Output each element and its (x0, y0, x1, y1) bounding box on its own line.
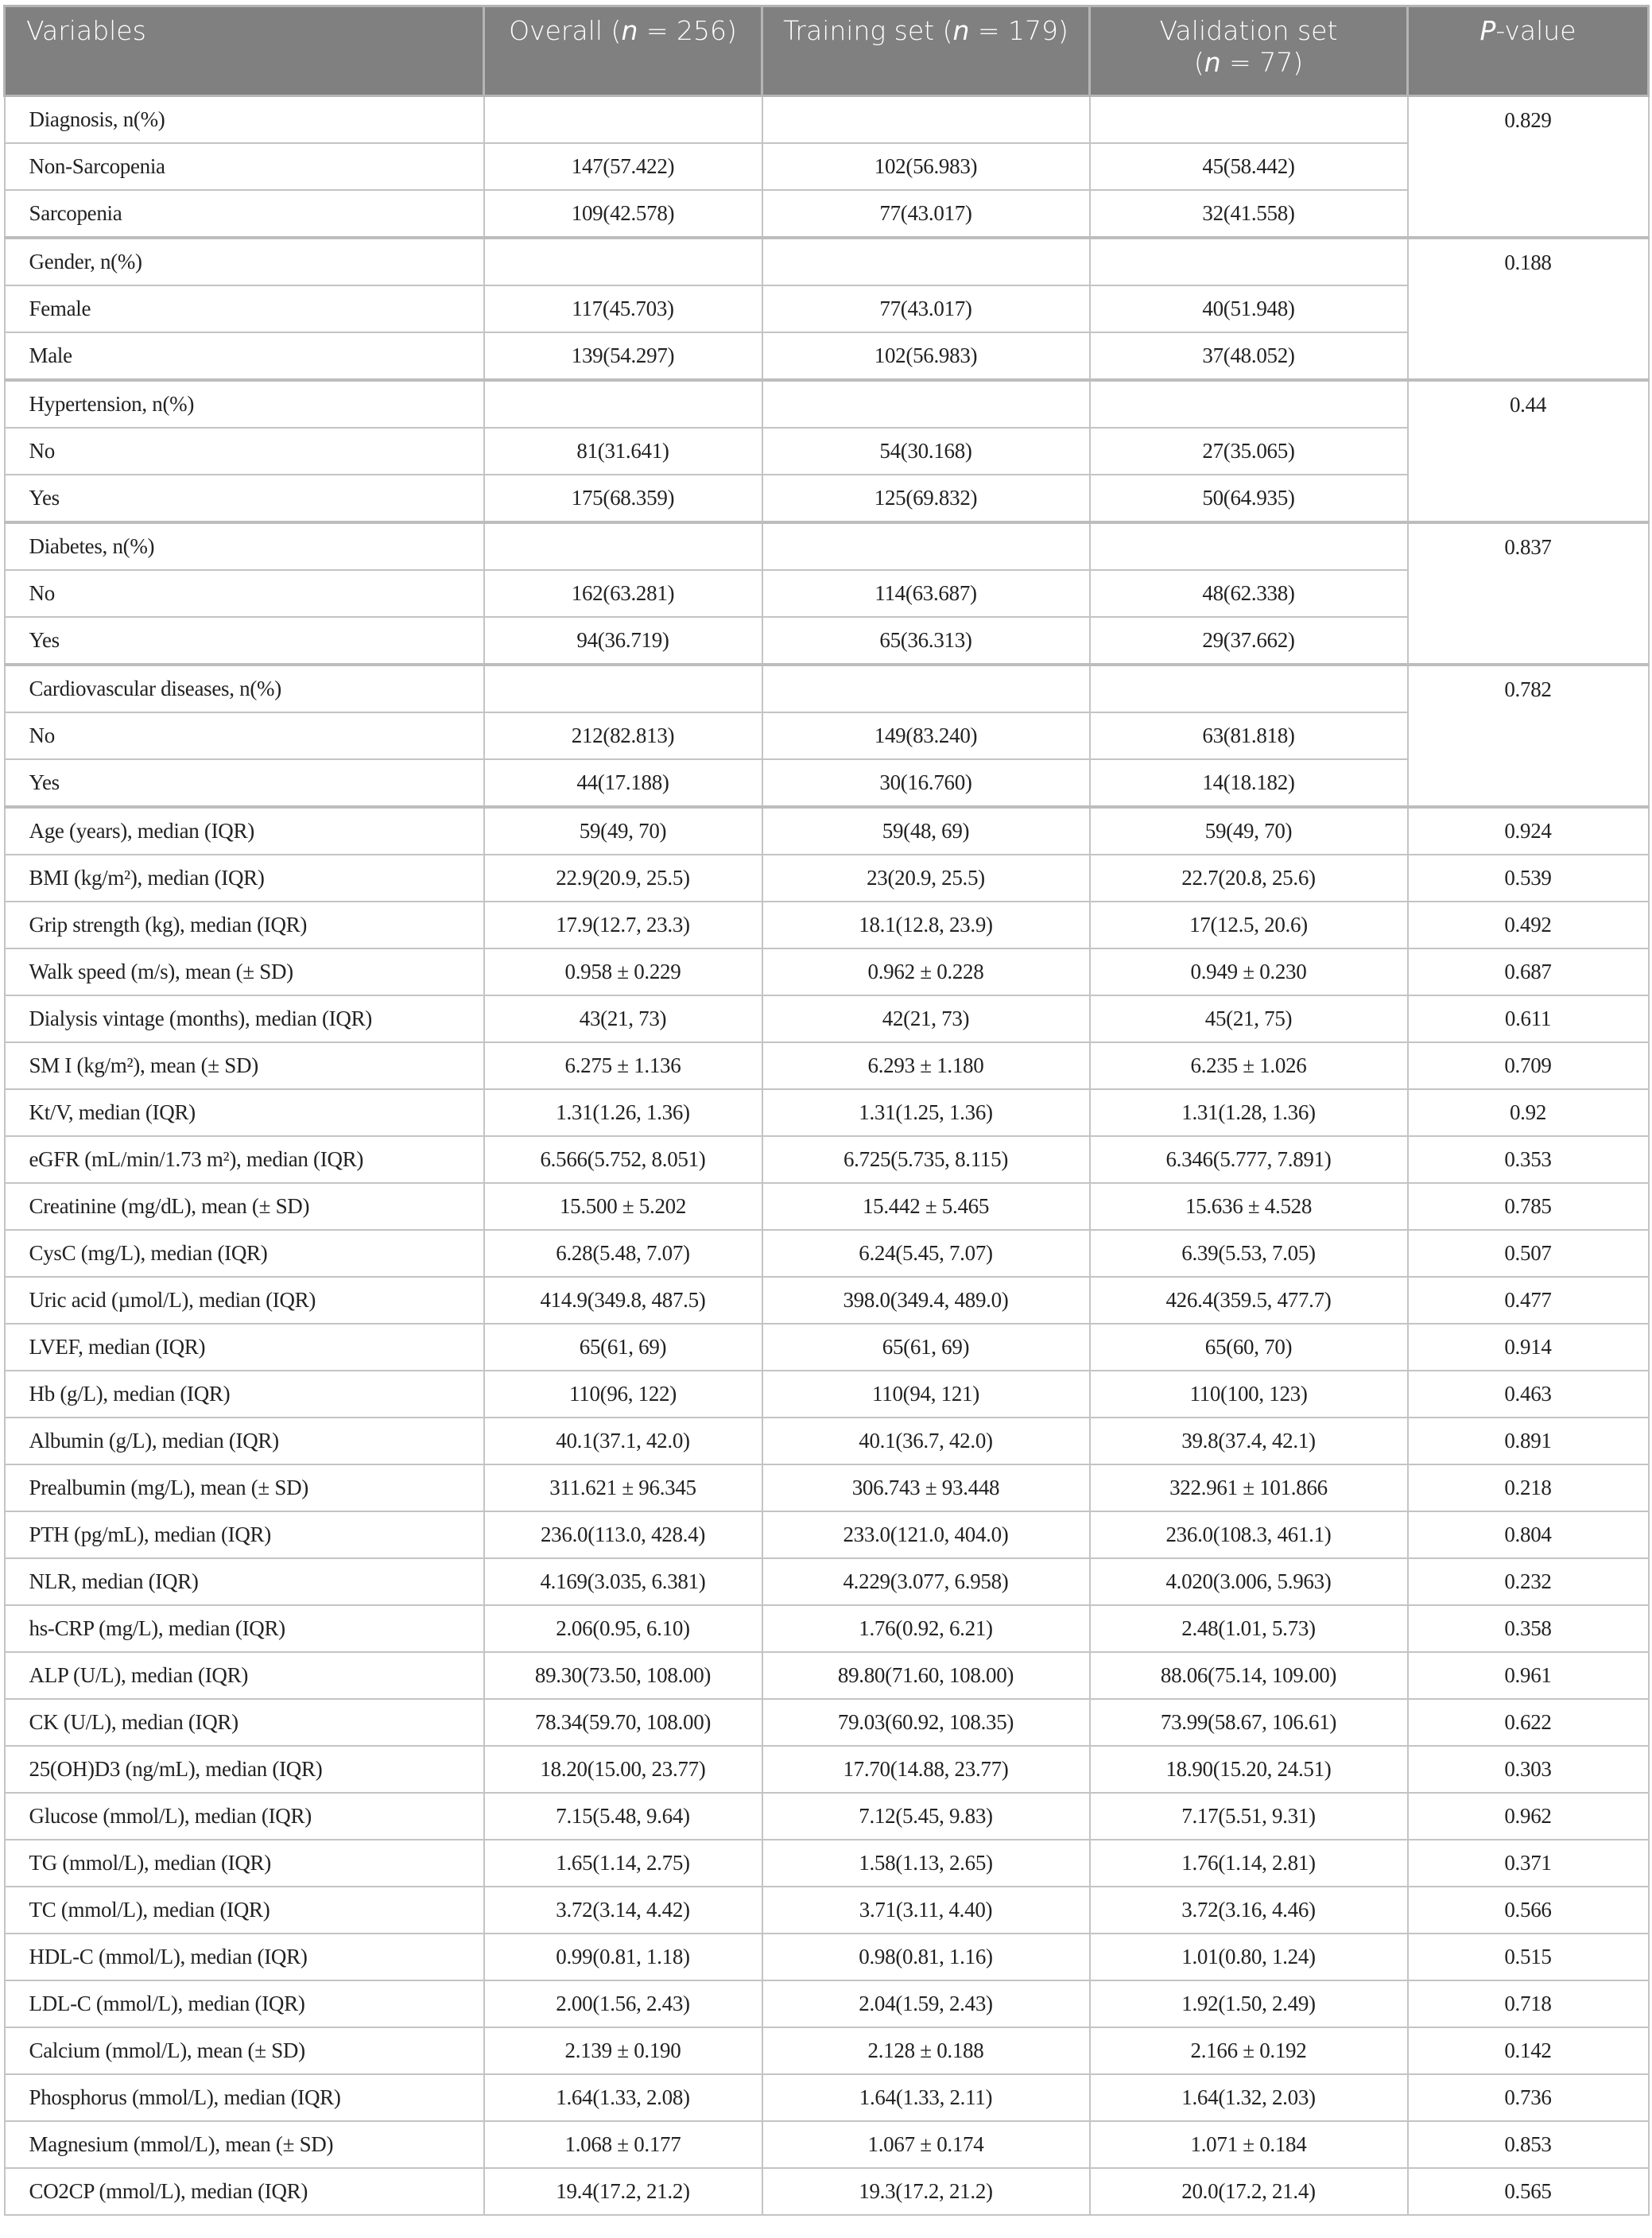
variable-cell: Female (5, 285, 484, 332)
validation-cell: 63(81.818) (1090, 712, 1408, 759)
variable-cell: Cardiovascular diseases, n(%) (5, 665, 484, 712)
header-p-italic: P (1479, 15, 1496, 46)
variable-cell: No (5, 712, 484, 759)
p-value-cell: 0.687 (1408, 948, 1649, 995)
variable-cell: Creatinine (mg/dL), mean (± SD) (5, 1183, 484, 1230)
table-row (5, 238, 1649, 285)
training-cell: 6.725(5.735, 8.115) (762, 1136, 1090, 1183)
training-cell: 1.64(1.33, 2.11) (762, 2074, 1090, 2121)
p-value-cell: 0.539 (1408, 855, 1649, 902)
training-cell (762, 665, 1090, 712)
validation-cell: 37(48.052) (1090, 332, 1408, 380)
validation-cell: 6.346(5.777, 7.891) (1090, 1136, 1408, 1183)
variable-cell: Non-Sarcopenia (5, 143, 484, 190)
training-cell: 0.98(0.81, 1.16) (762, 1934, 1090, 1980)
variable-cell: TC (mmol/L), median (IQR) (5, 1887, 484, 1934)
validation-cell: 88.06(75.14, 109.00) (1090, 1652, 1408, 1699)
table-row (5, 1699, 1649, 1746)
validation-cell: 59(49, 70) (1090, 807, 1408, 855)
overall-cell: 175(68.359) (484, 475, 762, 522)
variable-cell: PTH (pg/mL), median (IQR) (5, 1511, 484, 1558)
training-cell: 125(69.832) (762, 475, 1090, 522)
table-row (5, 712, 1649, 759)
variable-cell: NLR, median (IQR) (5, 1558, 484, 1605)
training-cell: 15.442 ± 5.465 (762, 1183, 1090, 1230)
p-value-cell: 0.218 (1408, 1464, 1649, 1511)
header-variables-label: Variables (26, 15, 146, 46)
p-value-cell: 0.353 (1408, 1136, 1649, 1183)
header-variables (5, 6, 484, 96)
validation-cell: 17(12.5, 20.6) (1090, 902, 1408, 948)
header-validation-label: Validation set (1159, 15, 1338, 46)
training-cell: 4.229(3.077, 6.958) (762, 1558, 1090, 1605)
validation-cell: 27(35.065) (1090, 428, 1408, 475)
baseline-characteristics-table (3, 5, 1650, 2216)
training-cell: 42(21, 73) (762, 995, 1090, 1042)
overall-cell: 89.30(73.50, 108.00) (484, 1652, 762, 1699)
p-value-cell: 0.142 (1408, 2027, 1649, 2074)
variable-cell: Yes (5, 617, 484, 665)
overall-cell: 162(63.281) (484, 570, 762, 617)
validation-cell: 110(100, 123) (1090, 1371, 1408, 1418)
training-cell: 40.1(36.7, 42.0) (762, 1418, 1090, 1464)
p-value-cell: 0.891 (1408, 1418, 1649, 1464)
table-row (5, 1746, 1649, 1793)
overall-cell: 44(17.188) (484, 759, 762, 807)
p-value-cell: 0.782 (1408, 665, 1649, 807)
p-value-cell: 0.736 (1408, 2074, 1649, 2121)
table-row (5, 995, 1649, 1042)
validation-cell: 1.92(1.50, 2.49) (1090, 1980, 1408, 2027)
p-value-cell: 0.837 (1408, 522, 1649, 665)
p-value-cell: 0.92 (1408, 1089, 1649, 1136)
table-row (5, 380, 1649, 428)
table-row (5, 1511, 1649, 1558)
validation-cell: 20.0(17.2, 21.4) (1090, 2168, 1408, 2215)
overall-cell (484, 96, 762, 144)
training-cell: 102(56.983) (762, 332, 1090, 380)
table-row (5, 759, 1649, 807)
overall-cell: 6.566(5.752, 8.051) (484, 1136, 762, 1183)
table-row (5, 1230, 1649, 1277)
overall-cell: 81(31.641) (484, 428, 762, 475)
table-row (5, 1277, 1649, 1324)
table-row (5, 1793, 1649, 1840)
p-value-cell: 0.477 (1408, 1277, 1649, 1324)
validation-cell: 6.39(5.53, 7.05) (1090, 1230, 1408, 1277)
variable-cell: ALP (U/L), median (IQR) (5, 1652, 484, 1699)
training-cell: 59(48, 69) (762, 807, 1090, 855)
validation-cell: 7.17(5.51, 9.31) (1090, 1793, 1408, 1840)
validation-cell: 1.76(1.14, 2.81) (1090, 1840, 1408, 1887)
variable-cell: Male (5, 332, 484, 380)
training-cell (762, 96, 1090, 144)
p-value-cell: 0.232 (1408, 1558, 1649, 1605)
overall-cell: 147(57.422) (484, 143, 762, 190)
overall-cell: 40.1(37.1, 42.0) (484, 1418, 762, 1464)
header-training-count: = 179) (969, 15, 1068, 46)
overall-cell: 110(96, 122) (484, 1371, 762, 1418)
variable-cell: HDL-C (mmol/L), median (IQR) (5, 1934, 484, 1980)
training-cell: 102(56.983) (762, 143, 1090, 190)
p-value-cell: 0.303 (1408, 1746, 1649, 1793)
training-cell (762, 238, 1090, 285)
header-overall-n: n (621, 15, 638, 46)
table-row (5, 1934, 1649, 1980)
variable-cell: eGFR (mL/min/1.73 m²), median (IQR) (5, 1136, 484, 1183)
validation-cell: 45(21, 75) (1090, 995, 1408, 1042)
variable-cell: CysC (mg/L), median (IQR) (5, 1230, 484, 1277)
variable-cell: Dialysis vintage (months), median (IQR) (5, 995, 484, 1042)
variable-cell: Age (years), median (IQR) (5, 807, 484, 855)
p-value-cell: 0.622 (1408, 1699, 1649, 1746)
overall-cell: 4.169(3.035, 6.381) (484, 1558, 762, 1605)
training-cell: 2.128 ± 0.188 (762, 2027, 1090, 2074)
variable-cell: Diagnosis, n(%) (5, 96, 484, 144)
header-training-n: n (952, 15, 970, 46)
p-value-cell: 0.709 (1408, 1042, 1649, 1089)
training-cell: 7.12(5.45, 9.83) (762, 1793, 1090, 1840)
validation-cell: 4.020(3.006, 5.963) (1090, 1558, 1408, 1605)
validation-cell: 15.636 ± 4.528 (1090, 1183, 1408, 1230)
p-value-cell: 0.44 (1408, 380, 1649, 522)
variable-cell: No (5, 570, 484, 617)
table-row (5, 570, 1649, 617)
validation-cell: 2.48(1.01, 5.73) (1090, 1605, 1408, 1652)
p-value-cell: 0.507 (1408, 1230, 1649, 1277)
variable-cell: Diabetes, n(%) (5, 522, 484, 570)
header-validation-count: = 77) (1220, 47, 1304, 78)
variable-cell: No (5, 428, 484, 475)
validation-cell: 14(18.182) (1090, 759, 1408, 807)
overall-cell: 1.068 ± 0.177 (484, 2121, 762, 2168)
validation-cell: 39.8(37.4, 42.1) (1090, 1418, 1408, 1464)
p-value-cell: 0.565 (1408, 2168, 1649, 2215)
training-cell: 1.31(1.25, 1.36) (762, 1089, 1090, 1136)
table-row (5, 1183, 1649, 1230)
p-value-cell: 0.611 (1408, 995, 1649, 1042)
overall-cell (484, 238, 762, 285)
table-row (5, 1324, 1649, 1371)
variable-cell: Gender, n(%) (5, 238, 484, 285)
overall-cell: 2.00(1.56, 2.43) (484, 1980, 762, 2027)
variable-cell: Calcium (mmol/L), mean (± SD) (5, 2027, 484, 2074)
table-row (5, 332, 1649, 380)
validation-cell: 45(58.442) (1090, 143, 1408, 190)
overall-cell: 43(21, 73) (484, 995, 762, 1042)
validation-cell: 322.961 ± 101.866 (1090, 1464, 1408, 1511)
validation-cell (1090, 665, 1408, 712)
validation-cell: 48(62.338) (1090, 570, 1408, 617)
validation-cell: 236.0(108.3, 461.1) (1090, 1511, 1408, 1558)
overall-cell: 0.958 ± 0.229 (484, 948, 762, 995)
table-row (5, 855, 1649, 902)
p-value-cell: 0.962 (1408, 1793, 1649, 1840)
header-overall (484, 6, 762, 96)
table-row (5, 96, 1649, 144)
variable-cell: Albumin (g/L), median (IQR) (5, 1418, 484, 1464)
training-cell: 114(63.687) (762, 570, 1090, 617)
table-row (5, 475, 1649, 522)
training-cell: 65(36.313) (762, 617, 1090, 665)
training-cell: 3.71(3.11, 4.40) (762, 1887, 1090, 1934)
training-cell: 2.04(1.59, 2.43) (762, 1980, 1090, 2027)
variable-cell: 25(OH)D3 (ng/mL), median (IQR) (5, 1746, 484, 1793)
p-value-cell: 0.515 (1408, 1934, 1649, 1980)
table-row (5, 1136, 1649, 1183)
table-row (5, 1652, 1649, 1699)
training-cell: 233.0(121.0, 404.0) (762, 1511, 1090, 1558)
validation-cell: 65(60, 70) (1090, 1324, 1408, 1371)
validation-cell: 32(41.558) (1090, 190, 1408, 238)
training-cell: 77(43.017) (762, 285, 1090, 332)
table-row (5, 1464, 1649, 1511)
variable-cell: LVEF, median (IQR) (5, 1324, 484, 1371)
overall-cell: 1.31(1.26, 1.36) (484, 1089, 762, 1136)
overall-cell: 6.275 ± 1.136 (484, 1042, 762, 1089)
table-row (5, 1042, 1649, 1089)
training-cell (762, 380, 1090, 428)
validation-cell: 73.99(58.67, 106.61) (1090, 1699, 1408, 1746)
validation-cell (1090, 380, 1408, 428)
training-cell: 6.293 ± 1.180 (762, 1042, 1090, 1089)
overall-cell: 2.139 ± 0.190 (484, 2027, 762, 2074)
validation-cell: 22.7(20.8, 25.6) (1090, 855, 1408, 902)
table-row (5, 665, 1649, 712)
p-value-cell: 0.492 (1408, 902, 1649, 948)
header-overall-label: Overall ( (509, 15, 622, 46)
training-cell: 398.0(349.4, 489.0) (762, 1277, 1090, 1324)
training-cell: 65(61, 69) (762, 1324, 1090, 1371)
variable-cell: Grip strength (kg), median (IQR) (5, 902, 484, 948)
validation-cell: 3.72(3.16, 4.46) (1090, 1887, 1408, 1934)
variable-cell: Magnesium (mmol/L), mean (± SD) (5, 2121, 484, 2168)
header-validation (1090, 6, 1408, 96)
table-row (5, 2168, 1649, 2215)
table-row (5, 1089, 1649, 1136)
validation-cell: 2.166 ± 0.192 (1090, 2027, 1408, 2074)
table-row (5, 1840, 1649, 1887)
variable-cell: CO2CP (mmol/L), median (IQR) (5, 2168, 484, 2215)
header-p-rest: -value (1495, 15, 1576, 46)
header-training-label: Training set ( (783, 15, 953, 46)
p-value-cell: 0.566 (1408, 1887, 1649, 1934)
overall-cell: 22.9(20.9, 25.5) (484, 855, 762, 902)
overall-cell: 0.99(0.81, 1.18) (484, 1934, 762, 1980)
variable-cell: Prealbumin (mg/L), mean (± SD) (5, 1464, 484, 1511)
p-value-cell: 0.463 (1408, 1371, 1649, 1418)
table-row (5, 1558, 1649, 1605)
table-row (5, 285, 1649, 332)
validation-cell: 1.31(1.28, 1.36) (1090, 1089, 1408, 1136)
validation-cell: 1.071 ± 0.184 (1090, 2121, 1408, 2168)
variable-cell: SM I (kg/m²), mean (± SD) (5, 1042, 484, 1089)
header-row (5, 6, 1649, 96)
table-row (5, 1980, 1649, 2027)
validation-cell: 1.64(1.32, 2.03) (1090, 2074, 1408, 2121)
p-value-cell: 0.853 (1408, 2121, 1649, 2168)
training-cell: 6.24(5.45, 7.07) (762, 1230, 1090, 1277)
variable-cell: Glucose (mmol/L), median (IQR) (5, 1793, 484, 1840)
variable-cell: Kt/V, median (IQR) (5, 1089, 484, 1136)
table-row (5, 190, 1649, 238)
variable-cell: Walk speed (m/s), mean (± SD) (5, 948, 484, 995)
training-cell: 79.03(60.92, 108.35) (762, 1699, 1090, 1746)
table-row (5, 807, 1649, 855)
overall-cell: 311.621 ± 96.345 (484, 1464, 762, 1511)
table-row (5, 522, 1649, 570)
p-value-cell: 0.188 (1408, 238, 1649, 380)
variable-cell: Hb (g/L), median (IQR) (5, 1371, 484, 1418)
variable-cell: Yes (5, 759, 484, 807)
table-body (5, 96, 1649, 2216)
overall-cell: 7.15(5.48, 9.64) (484, 1793, 762, 1840)
overall-cell: 117(45.703) (484, 285, 762, 332)
training-cell: 149(83.240) (762, 712, 1090, 759)
overall-cell (484, 522, 762, 570)
validation-cell: 426.4(359.5, 477.7) (1090, 1277, 1408, 1324)
overall-cell: 59(49, 70) (484, 807, 762, 855)
header-validation-open: ( (1193, 47, 1204, 78)
training-cell: 23(20.9, 25.5) (762, 855, 1090, 902)
overall-cell: 109(42.578) (484, 190, 762, 238)
table-row (5, 2027, 1649, 2074)
table-row (5, 902, 1649, 948)
training-cell: 89.80(71.60, 108.00) (762, 1652, 1090, 1699)
table-row (5, 2121, 1649, 2168)
p-value-cell: 0.804 (1408, 1511, 1649, 1558)
p-value-cell: 0.914 (1408, 1324, 1649, 1371)
overall-cell: 1.65(1.14, 2.75) (484, 1840, 762, 1887)
training-cell: 17.70(14.88, 23.77) (762, 1746, 1090, 1793)
header-validation-n: n (1204, 47, 1221, 78)
training-cell: 18.1(12.8, 23.9) (762, 902, 1090, 948)
training-cell: 1.58(1.13, 2.65) (762, 1840, 1090, 1887)
overall-cell: 2.06(0.95, 6.10) (484, 1605, 762, 1652)
p-value-cell: 0.961 (1408, 1652, 1649, 1699)
validation-cell (1090, 238, 1408, 285)
overall-cell: 414.9(349.8, 487.5) (484, 1277, 762, 1324)
header-overall-count: = 256) (638, 15, 737, 46)
table-row (5, 1371, 1649, 1418)
overall-cell: 1.64(1.33, 2.08) (484, 2074, 762, 2121)
variable-cell: Yes (5, 475, 484, 522)
table-row (5, 1418, 1649, 1464)
p-value-cell: 0.785 (1408, 1183, 1649, 1230)
training-cell: 77(43.017) (762, 190, 1090, 238)
overall-cell: 94(36.719) (484, 617, 762, 665)
training-cell (762, 522, 1090, 570)
table-row (5, 143, 1649, 190)
header-training (762, 6, 1090, 96)
p-value-cell: 0.718 (1408, 1980, 1649, 2027)
variable-cell: Uric acid (µmol/L), median (IQR) (5, 1277, 484, 1324)
header-p-value (1408, 6, 1649, 96)
overall-cell: 139(54.297) (484, 332, 762, 380)
training-cell: 1.067 ± 0.174 (762, 2121, 1090, 2168)
training-cell: 0.962 ± 0.228 (762, 948, 1090, 995)
table-row (5, 1605, 1649, 1652)
overall-cell: 6.28(5.48, 7.07) (484, 1230, 762, 1277)
training-cell: 1.76(0.92, 6.21) (762, 1605, 1090, 1652)
variable-cell: BMI (kg/m²), median (IQR) (5, 855, 484, 902)
variable-cell: hs-CRP (mg/L), median (IQR) (5, 1605, 484, 1652)
validation-cell: 0.949 ± 0.230 (1090, 948, 1408, 995)
p-value-cell: 0.371 (1408, 1840, 1649, 1887)
overall-cell (484, 665, 762, 712)
overall-cell: 3.72(3.14, 4.42) (484, 1887, 762, 1934)
overall-cell: 212(82.813) (484, 712, 762, 759)
overall-cell: 236.0(113.0, 428.4) (484, 1511, 762, 1558)
overall-cell: 17.9(12.7, 23.3) (484, 902, 762, 948)
validation-cell: 40(51.948) (1090, 285, 1408, 332)
validation-cell (1090, 522, 1408, 570)
table-row (5, 428, 1649, 475)
table-row (5, 617, 1649, 665)
variable-cell: CK (U/L), median (IQR) (5, 1699, 484, 1746)
variable-cell: Sarcopenia (5, 190, 484, 238)
training-cell: 54(30.168) (762, 428, 1090, 475)
variable-cell: Phosphorus (mmol/L), median (IQR) (5, 2074, 484, 2121)
overall-cell: 18.20(15.00, 23.77) (484, 1746, 762, 1793)
table-row (5, 2074, 1649, 2121)
p-value-cell: 0.829 (1408, 96, 1649, 239)
table-row (5, 1887, 1649, 1934)
training-cell: 30(16.760) (762, 759, 1090, 807)
overall-cell: 65(61, 69) (484, 1324, 762, 1371)
overall-cell (484, 380, 762, 428)
validation-cell: 50(64.935) (1090, 475, 1408, 522)
overall-cell: 19.4(17.2, 21.2) (484, 2168, 762, 2215)
p-value-cell: 0.924 (1408, 807, 1649, 855)
p-value-cell: 0.358 (1408, 1605, 1649, 1652)
training-cell: 306.743 ± 93.448 (762, 1464, 1090, 1511)
validation-cell: 6.235 ± 1.026 (1090, 1042, 1408, 1089)
overall-cell: 78.34(59.70, 108.00) (484, 1699, 762, 1746)
variable-cell: TG (mmol/L), median (IQR) (5, 1840, 484, 1887)
variable-cell: LDL-C (mmol/L), median (IQR) (5, 1980, 484, 2027)
overall-cell: 15.500 ± 5.202 (484, 1183, 762, 1230)
validation-cell: 18.90(15.20, 24.51) (1090, 1746, 1408, 1793)
validation-cell: 29(37.662) (1090, 617, 1408, 665)
validation-cell (1090, 96, 1408, 144)
validation-cell: 1.01(0.80, 1.24) (1090, 1934, 1408, 1980)
training-cell: 110(94, 121) (762, 1371, 1090, 1418)
training-cell: 19.3(17.2, 21.2) (762, 2168, 1090, 2215)
table-row (5, 948, 1649, 995)
variable-cell: Hypertension, n(%) (5, 380, 484, 428)
